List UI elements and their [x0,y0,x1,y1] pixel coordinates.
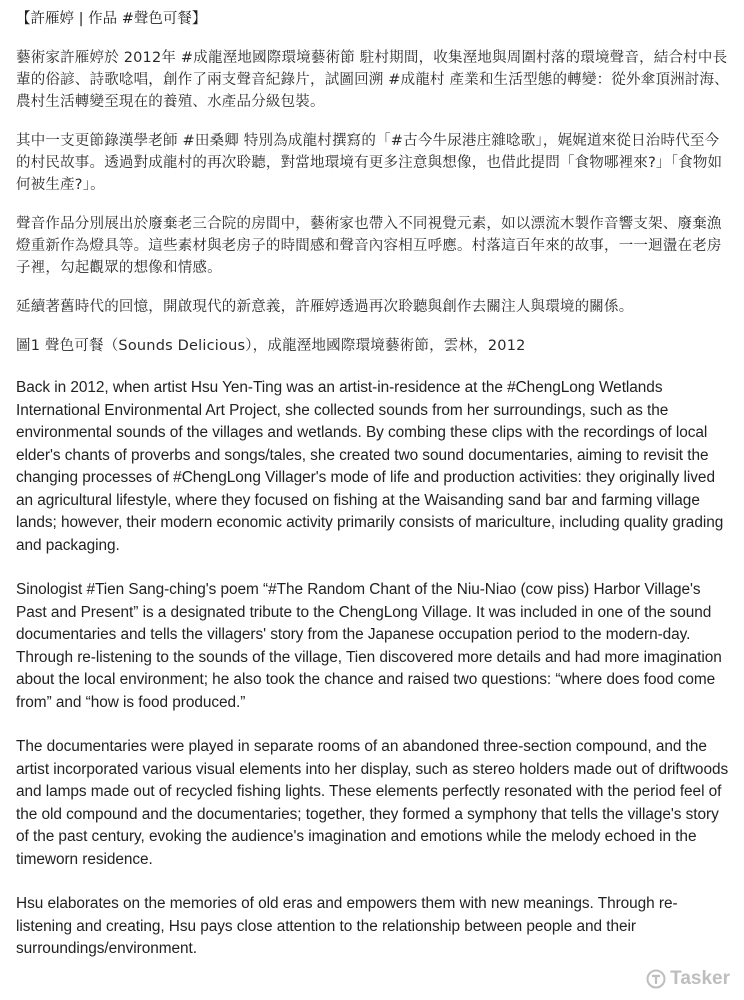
article [16,8,730,983]
zh-paragraph-3: 聲音作品分別展出於廢棄老三合院的房間中，藝術家也帶入不同視覺元素，如以漂流木製作音響支架、廢棄漁燈重新作為燈具等。這些素材與老房子的時間感和聲音內容相互呼應。村落這百年來的故事，一一迴盪在老房子裡，勾起觀眾的想像和情感。 [16,216,722,276]
en-paragraph-4: Hsu elaborates on the memories of old eras and empowers them with new meanings. Through re-listening and creating, Hsu pays close attention to the relationship between people and their surroundings/environment. [16,895,678,957]
figure-caption: 圖1 聲色可餐（Sounds Delicious），成龍溼地國際環境藝術節，雲林，2012 [16,338,526,354]
en-paragraph-1: Back in 2012, when artist Hsu Yen-Ting was an artist-in-residence at the #ChengLong Wetlands International Environmental Art Project, she collected sounds from her surroundings, such as the environmental sounds of the villages and wetlands. By combing these clips with the recordings of local elder's chants of proverbs and songs/tales, she created two sound documentaries, aiming to revisit the changing processes of #ChengLong Villager's mode of life and production activities: they originally lived an agricultural lifestyle, where they focused on fishing at the Waisanding sand bar and farming village lands; however, their modern economic activity primarily consists of mariculture, including quality grading and packaging. [16,379,724,554]
zh-paragraph-4: 延續著舊時代的回憶，開啟現代的新意義，許雁婷透過再次聆聽與創作去關注人與環境的關係。 [16,299,634,315]
post-title: 【許雁婷 | 作品 #聲色可餐】 [16,11,207,27]
tasker-watermark [646,968,730,990]
watermark-text: Tasker [670,968,730,989]
en-paragraph-3: The documentaries were played in separate rooms of an abandoned three-section compound, and the artist incorporated various visual elements into her display, such as stereo holders made out of driftwoods and lamps made out of recycled fishing lights. These elements perfectly resonated with the period feel of the old compound and the documentaries; together, they formed a symphony that tells the village's story of the past century, evoking the audience's imagination and emotions while the melody echoed in the timeworn residence. [16,738,729,868]
en-paragraph-2: Sinologist #Tien Sang-ching's poem “#The Random Chant of the Niu-Niao (cow piss) Harbor Village's Past and Present” is a designated tribute to the ChengLong Village. It was included in one of the sound documentaries and tells the villagers' story from the Japanese occupation period to the modern-day. Through re-listening to the sounds of the village, Tien discovered more details and had more imagination about the local environment; he also took the chance and raised two questions: “where does food come from” and “how is food produced.” [16,581,722,711]
zh-paragraph-1: 藝術家許雁婷於 2012年 #成龍溼地國際環境藝術節 駐村期間，收集溼地與周圍村落的環境聲音，結合村中長輩的俗諺、詩歌唸唱，創作了兩支聲音紀錄片，試圖回溯 #成龍村 產業和生活型態的轉變：從外傘頂洲討海、農村生活轉變至現在的養殖、水產品分級包裝。 [16,50,729,110]
tasker-logo-icon [646,969,666,989]
zh-paragraph-2: 其中一支更節錄漢學老師 #田桑卿 特別為成龍村撰寫的「#古今牛尿港庄雜唸歌」，娓娓道來從日治時代至今的村民故事。透過對成龍村的再次聆聽，對當地環境有更多注意與想像，也借此提問「食物哪裡來?」「食物如何被生產?」。 [16,133,723,193]
